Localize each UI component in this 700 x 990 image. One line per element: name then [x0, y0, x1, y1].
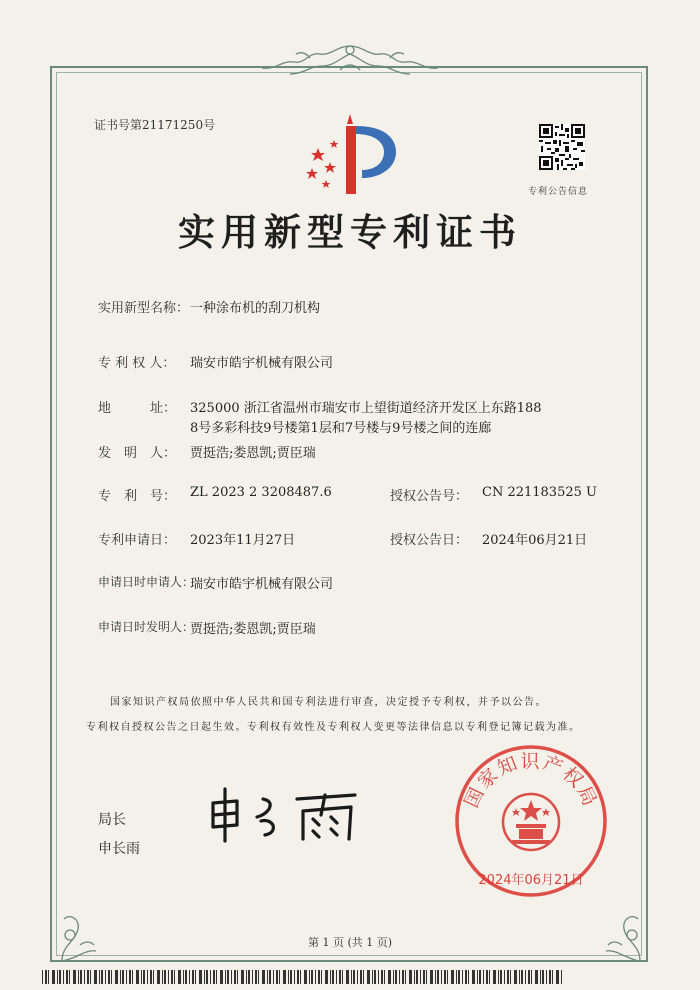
certificate-title: 实用新型专利证书	[178, 210, 522, 254]
address-line-1: 325000 浙江省温州市瑞安市上望街道经济开发区上东路188	[190, 401, 542, 416]
address-label: 地 址：	[98, 401, 177, 416]
seal-date: 2024年06月21日	[478, 873, 584, 888]
filing-date-value: 2023年11月27日	[190, 533, 296, 548]
certificate-number: 证书号第21171250号	[94, 118, 216, 132]
qr-code-icon[interactable]	[539, 124, 585, 170]
inventor-at-filing-value: 贾挺浩;娄恩凯;贾臣瑞	[190, 622, 316, 637]
utility-model-name-label: 实用新型名称：	[98, 301, 190, 316]
patentee-value: 瑞安市皓宇机械有限公司	[190, 356, 334, 371]
grant-publication-number-label: 授权公告号：	[390, 489, 469, 504]
filing-date-label: 专利申请日：	[98, 533, 177, 548]
cnipa-logo-icon	[300, 108, 410, 200]
patent-number-label: 专 利 号：	[98, 489, 177, 504]
svg-text:国家知识产权局: 国家知识产权局	[460, 750, 602, 812]
grant-notice-line-1: 国家知识产权局依照中华人民共和国专利法进行审查，决定授予专利权，并予以公告。	[110, 697, 547, 708]
applicant-at-filing-value: 瑞安市皓宇机械有限公司	[190, 577, 334, 592]
patent-number-value: ZL 2023 2 3208487.6	[190, 485, 332, 500]
director-title: 局长	[98, 812, 126, 828]
applicant-at-filing-label: 申请日时申请人：	[98, 575, 195, 589]
patentee-label: 专 利 权 人：	[98, 356, 176, 371]
qr-label: 专利公告信息	[528, 187, 589, 197]
address-line-2: 8号多彩科技9号楼第1层和7号楼与9号楼之间的连廊	[190, 421, 492, 436]
page-number: 第 1 页 (共 1 页)	[307, 936, 393, 949]
grant-date-label: 授权公告日：	[390, 533, 469, 548]
top-ornament	[250, 40, 450, 84]
barcode-strip	[42, 970, 562, 984]
utility-model-name-value: 一种涂布机的刮刀机构	[190, 301, 321, 316]
grant-publication-number-value: CN 221183525 U	[482, 485, 597, 500]
national-emblem-icon	[503, 794, 559, 850]
inventor-at-filing-label: 申请日时发明人：	[98, 620, 195, 634]
director-name: 申长雨	[98, 841, 140, 857]
grant-notice-line-2: 专利权自授权公告之日起生效。专利权有效性及专利权人变更等法律信息以专利登记簿记载为准。	[86, 722, 581, 733]
inventor-value: 贾挺浩;娄恩凯;贾臣瑞	[190, 446, 316, 461]
inventor-label: 发 明 人：	[98, 446, 177, 461]
official-seal	[452, 742, 610, 900]
director-signature	[205, 785, 365, 845]
grant-date-value: 2024年06月21日	[482, 533, 588, 548]
